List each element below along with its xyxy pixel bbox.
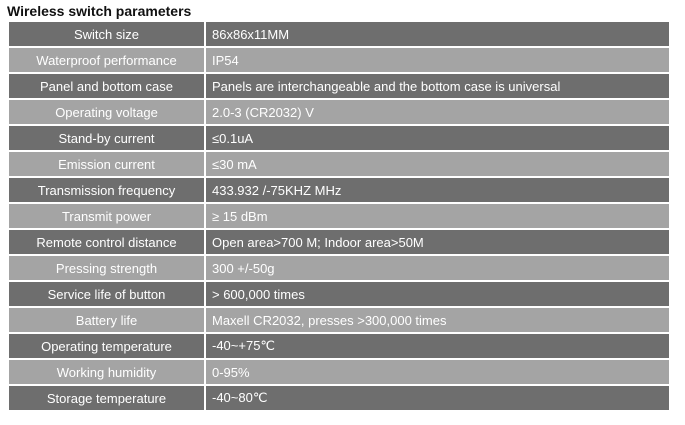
table-row	[9, 73, 669, 99]
parameter-value: 86x86x11MM	[205, 22, 669, 47]
parameter-name: Working humidity	[9, 359, 205, 385]
parameter-value: ≤30 mA	[205, 151, 669, 177]
parameter-name: Emission current	[9, 151, 205, 177]
table-row	[9, 281, 669, 307]
parameter-value: -40~+75℃	[205, 333, 669, 359]
parameter-value: 300 +/-50g	[205, 255, 669, 281]
parameter-name: Panel and bottom case	[9, 73, 205, 99]
table-row	[9, 229, 669, 255]
table-row	[9, 22, 669, 47]
parameter-value: Maxell CR2032, presses >300,000 times	[205, 307, 669, 333]
table-row	[9, 47, 669, 73]
table-row	[9, 333, 669, 359]
parameter-name: Battery life	[9, 307, 205, 333]
parameter-name: Switch size	[9, 22, 205, 47]
parameter-value: Open area>700 M; Indoor area>50M	[205, 229, 669, 255]
table-row	[9, 99, 669, 125]
parameter-name: Transmit power	[9, 203, 205, 229]
parameter-value: 433.932 /-75KHZ MHz	[205, 177, 669, 203]
table-row	[9, 255, 669, 281]
parameter-name: Remote control distance	[9, 229, 205, 255]
table-row	[9, 151, 669, 177]
table-row	[9, 177, 669, 203]
parameter-name: Stand-by current	[9, 125, 205, 151]
parameter-name: Operating temperature	[9, 333, 205, 359]
table-row	[9, 359, 669, 385]
page-title: Wireless switch parameters	[7, 3, 192, 19]
table-row	[9, 385, 669, 411]
parameter-value: -40~80℃	[205, 385, 669, 411]
table-row	[9, 203, 669, 229]
parameter-value: ≥ 15 dBm	[205, 203, 669, 229]
parameter-value: 0-95%	[205, 359, 669, 385]
parameter-value: IP54	[205, 47, 669, 73]
table-row	[9, 307, 669, 333]
parameter-value: ≤0.1uA	[205, 125, 669, 151]
parameter-value: 2.0-3 (CR2032) V	[205, 99, 669, 125]
table-row	[9, 125, 669, 151]
parameters-table	[9, 22, 669, 412]
parameter-name: Transmission frequency	[9, 177, 205, 203]
parameter-value: Panels are interchangeable and the bottom case is universal	[205, 73, 669, 99]
parameter-name: Storage temperature	[9, 385, 205, 411]
parameter-name: Operating voltage	[9, 99, 205, 125]
parameter-name: Waterproof performance	[9, 47, 205, 73]
parameter-name: Pressing strength	[9, 255, 205, 281]
parameter-name: Service life of button	[9, 281, 205, 307]
parameter-value: > 600,000 times	[205, 281, 669, 307]
